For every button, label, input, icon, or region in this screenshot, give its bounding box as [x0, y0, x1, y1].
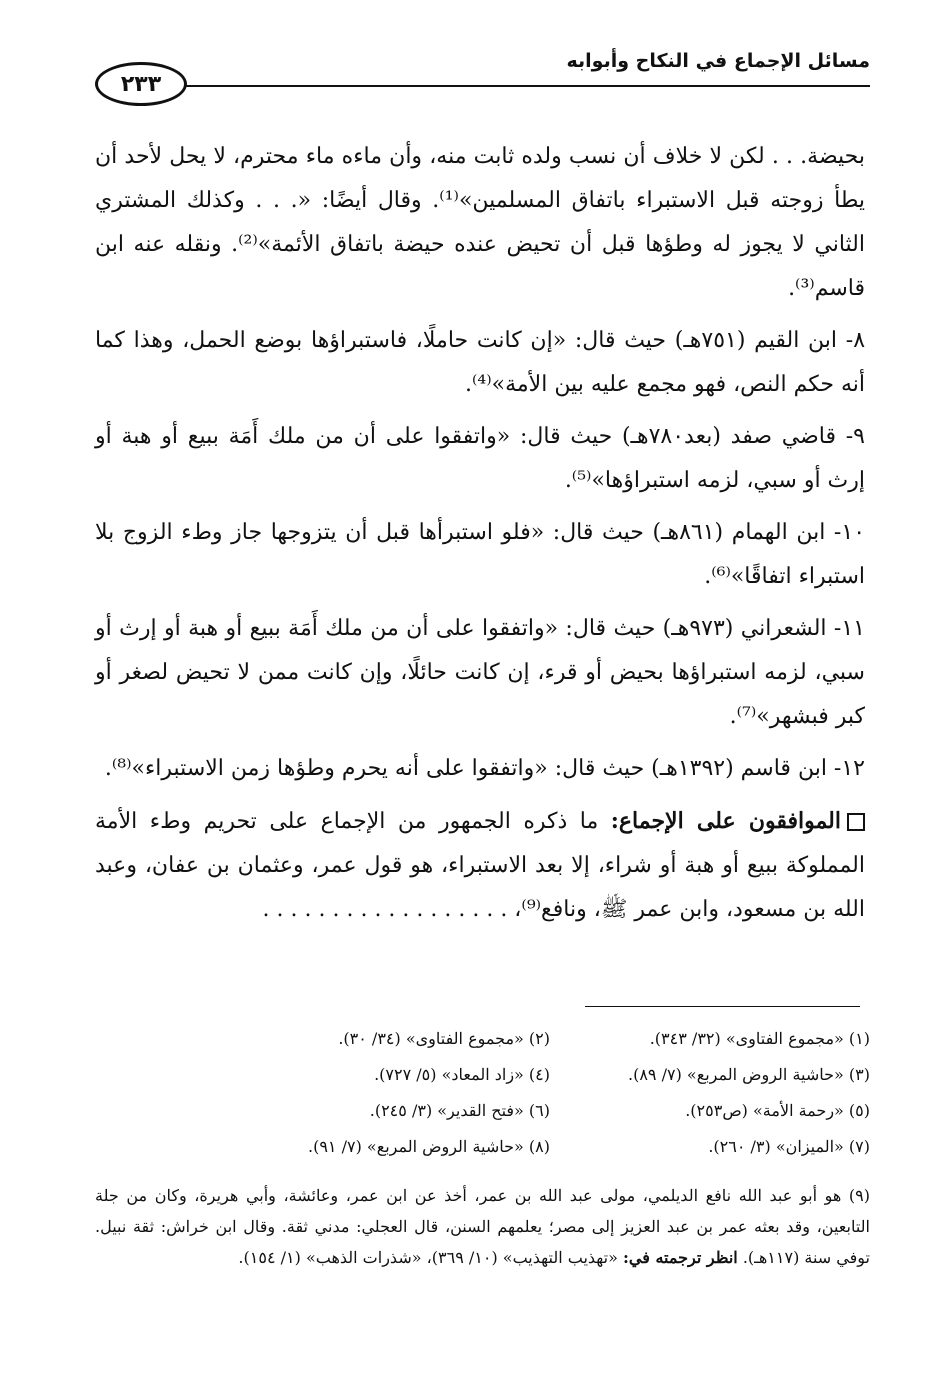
header-rule	[175, 85, 870, 87]
paragraph: ٨- ابن القيم (٧٥١هـ) حيث قال: «إن كانت حاملًا، فاستبراؤها بوضع الحمل، وهذا كما أنه حكم النص، فهو مجمع عليه بين الأمة»⁽⁴⁾.	[95, 328, 866, 397]
square-bullet-icon	[847, 813, 865, 831]
footnote: (٨) «حاشية الروض المربع» (٧/ ٩١).	[307, 1137, 550, 1156]
paragraph: ١٠- ابن الهمام (٨٦١هـ) حيث قال: «فلو استبرأها قبل أن يتزوجها جاز وطء الزوج بلا استبراء اتفاقًا»⁽⁶⁾.	[95, 520, 866, 589]
page-header	[95, 40, 870, 120]
paragraph: ١٢- ابن قاسم (١٣٩٢هـ) حيث قال: «واتفقوا على أنه يحرم وطؤها زمن الاستبراء»⁽⁸⁾.	[104, 756, 865, 781]
footnote: (٧) «الميزان» (٣/ ٢٦٠).	[708, 1137, 870, 1156]
paragraph: بحيضة. . . لكن لا خلاف أن نسب ولده ثابت منه، وأن ماءه ماء محترم، لا يحل لأحد أن يطأ زوجته قبل الاستبراء باتفاق المسلمين»⁽¹⁾. وقال أيضًا: «. . . وكذلك المشتري الثاني لا يجوز له وطؤها قبل أن تحيض عنده حيضة باتفاق الأئمة»⁽²⁾. ونقله عنه ابن قاسم⁽³⁾.	[95, 144, 866, 301]
agreement-text: ما ذكره الجمهور من الإجماع على تحريم وطء الأمة المملوكة ببيع أو هبة أو شراء، إلا بعد الاستبراء، هو قول عمر، وعثمان بن عفان، وعبد الله بن مسعود، وابن عمر ﷺ، ونافع⁽⁹⁾، . . . . . . . . . . . . . . . . . .	[95, 809, 865, 922]
footnote-9-text: (٩) هو أبو عبد الله نافع الديلمي، مولى عبد الله بن عمر، أخذ عن ابن عمر، وعائشة، وأبي هريرة، وكان من جلة التابعين، وقد بعثه عمر بن عبد العزيز إلى مصر؛ يعلمهم السنن، قال العجلي: مدني ثقة. وقال ابن خراش: ثقة نبيل. توفي سنة (١١٧هـ).	[95, 1186, 871, 1267]
footnote: (٤) «زاد المعاد» (٥/ ٧٢٧).	[374, 1065, 550, 1084]
agreement-paragraph	[95, 799, 865, 932]
footnote: (٣) «حاشية الروض المربع» (٧/ ٨٩).	[627, 1065, 870, 1084]
footnotes	[230, 1024, 870, 1162]
footnote-separator	[585, 1006, 860, 1007]
main-text	[95, 135, 865, 940]
footnote: (١) «مجموع الفتاوى» (٣٢/ ٣٤٣).	[649, 1029, 870, 1048]
footnote: (٢) «مجموع الفتاوى» (٣٤/ ٣٠).	[338, 1029, 550, 1048]
paragraph: ١١- الشعراني (٩٧٣هـ) حيث قال: «واتفقوا على أن من ملك أَمَة ببيع أو هبة أو إرث أو سبي، لزمه استبراؤها بحيض أو قرء، إن كانت حائلًا، وإن كانت ممن لا تحيض لصغر أو كبر فبشهر»⁽⁷⁾.	[95, 616, 865, 729]
running-title: مسائل الإجماع في النكاح وأبوابه	[566, 50, 870, 72]
agreement-term: الموافقون على الإجماع:	[610, 808, 841, 834]
footnote-9-lead: انظر ترجمته في:	[623, 1248, 738, 1267]
footnote-9	[95, 1180, 870, 1273]
page-number: ٢٣٣	[95, 62, 187, 106]
footnote: (٦) «فتح القدير» (٣/ ٢٤٥).	[369, 1101, 550, 1120]
footnote-9-ref: «تهذيب التهذيب» (١٠/ ٣٦٩)، «شذرات الذهب» (١/ ١٥٤).	[238, 1248, 624, 1267]
paragraph: ٩- قاضي صفد (بعد٧٨٠هـ) حيث قال: «واتفقوا على أن من ملك أَمَة ببيع أو هبة أو إرث أو سبي، لزمه استبراؤها»⁽⁵⁾.	[95, 424, 865, 493]
footnote: (٥) «رحمة الأمة» (ص٢٥٣).	[685, 1101, 870, 1120]
